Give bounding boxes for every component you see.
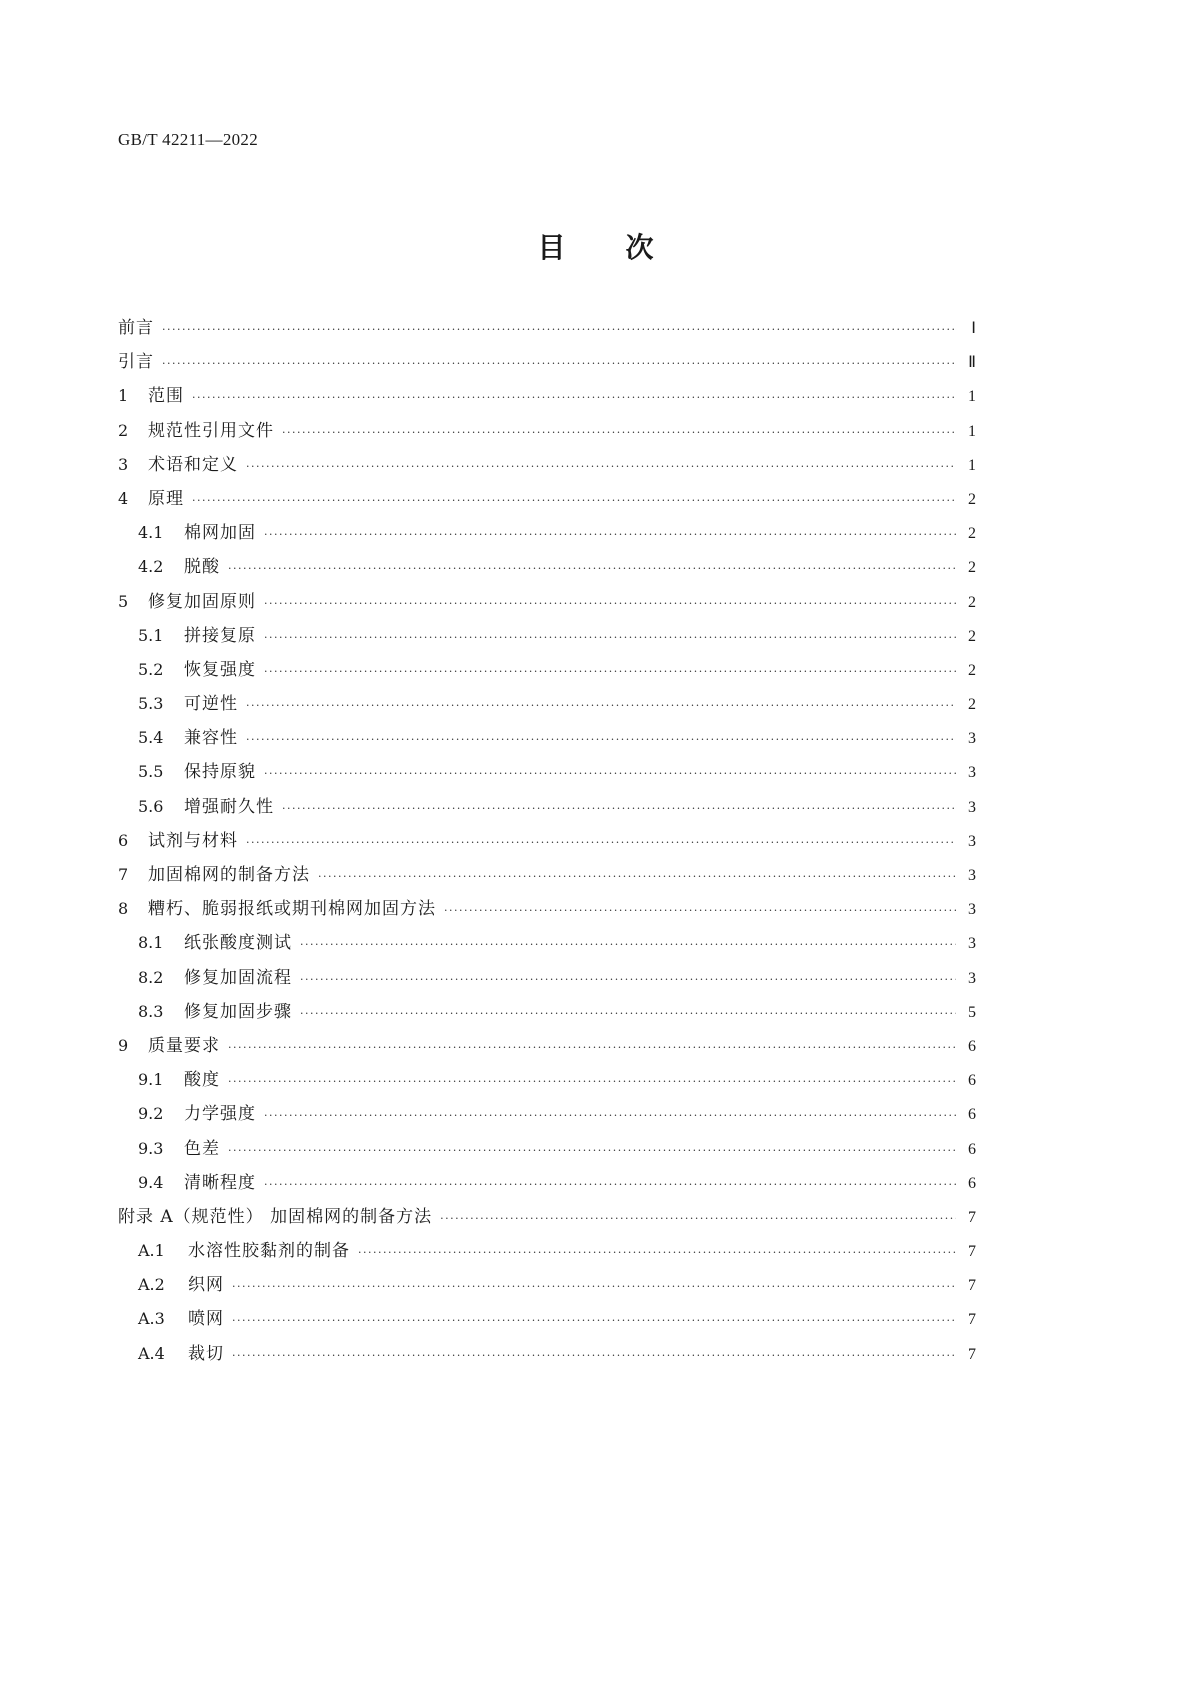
toc-entry-title: 色差 xyxy=(184,1138,220,1159)
toc-entry-title: 修复加固步骤 xyxy=(184,1001,292,1022)
toc-entry-title: 裁切 xyxy=(188,1343,224,1364)
toc-entry[interactable] xyxy=(118,484,976,518)
toc-entry-title: 范围 xyxy=(148,386,184,407)
toc-entry-page: 3 xyxy=(968,935,976,953)
dot-leader xyxy=(162,357,956,370)
toc-entry[interactable] xyxy=(118,1236,976,1270)
toc-entry-title: 术语和定义 xyxy=(148,454,238,475)
toc-entry-number: 9.3 xyxy=(138,1138,164,1158)
dot-leader xyxy=(246,836,956,849)
toc-entry[interactable] xyxy=(118,1099,976,1133)
toc-entry-page: 2 xyxy=(968,627,976,645)
toc-entry[interactable] xyxy=(118,1134,976,1168)
toc-entry[interactable] xyxy=(118,860,976,894)
toc-entry-title: 水溶性胶黏剂的制备 xyxy=(188,1241,350,1262)
toc-entry-title: 引言 xyxy=(118,352,154,373)
toc-entry[interactable] xyxy=(118,928,976,962)
dot-leader xyxy=(264,767,956,780)
toc-entry-page: 5 xyxy=(968,1003,976,1021)
toc-entry-page: Ⅰ xyxy=(971,320,976,337)
toc-entry-number: 9.4 xyxy=(138,1172,164,1192)
dot-leader xyxy=(300,938,956,951)
toc-entry-number: 9.2 xyxy=(138,1104,164,1124)
toc-entry-title: 原理 xyxy=(148,488,184,509)
toc-entry-title: 纸张酸度测试 xyxy=(184,933,292,954)
toc-entry[interactable] xyxy=(118,655,976,689)
toc-entry-number: 5.3 xyxy=(138,694,164,714)
toc-entry[interactable] xyxy=(118,1304,976,1338)
toc-entry-page: 7 xyxy=(968,1243,976,1261)
toc-entry[interactable] xyxy=(118,450,976,484)
toc-entry-page: 3 xyxy=(968,764,976,782)
toc-entry[interactable] xyxy=(118,381,976,415)
toc-entry-number: 5 xyxy=(118,591,129,611)
toc-entry-page: 2 xyxy=(968,593,976,611)
dot-leader xyxy=(228,1144,956,1157)
dot-leader xyxy=(246,699,956,712)
toc-entry-title: 喷网 xyxy=(188,1309,224,1330)
table-of-contents xyxy=(118,313,976,1373)
dot-leader xyxy=(300,1007,956,1020)
toc-entry-number: 3 xyxy=(118,454,129,474)
toc-entry-number: 9 xyxy=(118,1035,129,1055)
toc-entry[interactable] xyxy=(118,347,976,381)
toc-entry-number: 2 xyxy=(118,420,129,440)
dot-leader xyxy=(232,1349,956,1362)
toc-entry-number: A.2 xyxy=(138,1275,165,1295)
toc-entry-number: A.3 xyxy=(138,1309,165,1329)
toc-entry[interactable] xyxy=(118,757,976,791)
toc-entry[interactable] xyxy=(118,894,976,928)
dot-leader xyxy=(192,391,956,404)
toc-entry[interactable] xyxy=(118,1065,976,1099)
dot-leader xyxy=(228,1041,956,1054)
toc-entry-number: 4.2 xyxy=(138,557,164,577)
toc-entry-title: 质量要求 xyxy=(148,1035,220,1056)
toc-entry[interactable] xyxy=(118,997,976,1031)
toc-entry-page: 2 xyxy=(968,661,976,679)
dot-leader xyxy=(232,1314,956,1327)
toc-entry-page: 6 xyxy=(968,1174,976,1192)
dot-leader xyxy=(162,323,956,336)
dot-leader xyxy=(282,802,956,815)
toc-entry-number: 4 xyxy=(118,488,129,508)
toc-entry[interactable] xyxy=(118,313,976,347)
toc-entry-page: 3 xyxy=(968,832,976,850)
toc-entry-page: 7 xyxy=(968,1311,976,1329)
toc-entry-number: 8.3 xyxy=(138,1001,164,1021)
dot-leader xyxy=(228,562,956,575)
toc-entry-title: 拼接复原 xyxy=(184,625,256,646)
toc-entry[interactable] xyxy=(118,1031,976,1065)
dot-leader xyxy=(246,733,956,746)
toc-entry-number: 8 xyxy=(118,899,129,919)
toc-entry-title: 力学强度 xyxy=(184,1104,256,1125)
toc-entry-number: 4.1 xyxy=(138,523,164,543)
toc-entry-page: 6 xyxy=(968,1037,976,1055)
toc-entry-title: 修复加固原则 xyxy=(148,591,256,612)
standard-number: GB/T 42211—2022 xyxy=(118,130,259,149)
toc-entry-title: 清晰程度 xyxy=(184,1172,256,1193)
toc-entry[interactable] xyxy=(118,518,976,552)
toc-entry-page: 1 xyxy=(968,422,976,440)
toc-entry-title: 修复加固流程 xyxy=(184,967,292,988)
toc-entry-number: A.4 xyxy=(138,1343,165,1363)
toc-entry-page: 3 xyxy=(968,798,976,816)
toc-entry-number: 8.2 xyxy=(138,967,164,987)
toc-entry-page: 7 xyxy=(968,1345,976,1363)
toc-entry-number: 1 xyxy=(118,386,129,406)
toc-entry-title: 增强耐久性 xyxy=(184,796,274,817)
toc-entry[interactable] xyxy=(118,963,976,997)
toc-entry-title: 恢复强度 xyxy=(184,659,256,680)
dot-leader xyxy=(440,1212,956,1225)
toc-entry-number: 5.5 xyxy=(138,762,164,782)
toc-entry-page: 3 xyxy=(968,867,976,884)
toc-entry-page: Ⅱ xyxy=(968,354,976,372)
toc-entry-number: 8.1 xyxy=(138,933,164,953)
toc-entry[interactable] xyxy=(118,1270,976,1304)
toc-entry-number: 6 xyxy=(118,830,129,850)
toc-entry[interactable] xyxy=(118,621,976,655)
toc-entry-number: 5.4 xyxy=(138,728,164,748)
toc-entry-title: 兼容性 xyxy=(184,728,238,749)
toc-entry-number: 5.6 xyxy=(138,796,164,816)
toc-entry-page: 3 xyxy=(968,901,976,919)
toc-entry-title: 附录 A（规范性） 加固棉网的制备方法 xyxy=(118,1206,433,1227)
toc-entry[interactable] xyxy=(118,416,976,450)
toc-entry[interactable] xyxy=(118,552,976,586)
toc-entry-page: 2 xyxy=(968,490,976,508)
dot-leader xyxy=(444,904,956,917)
dot-leader xyxy=(264,631,956,644)
toc-entry-page: 3 xyxy=(968,730,976,748)
dot-leader xyxy=(300,973,956,986)
toc-entry-title: 试剂与材料 xyxy=(148,830,238,851)
toc-entry-title: 酸度 xyxy=(184,1070,220,1091)
dot-leader xyxy=(264,665,956,678)
dot-leader xyxy=(282,426,956,439)
toc-entry-number: 9.1 xyxy=(138,1070,164,1090)
toc-entry-title: 前言 xyxy=(118,318,154,338)
dot-leader xyxy=(232,1280,956,1293)
toc-entry-title: 加固棉网的制备方法 xyxy=(148,865,310,885)
dot-leader xyxy=(264,1109,956,1122)
toc-entry[interactable] xyxy=(118,826,976,860)
toc-entry-title: 规范性引用文件 xyxy=(148,420,274,441)
dot-leader xyxy=(358,1246,956,1259)
toc-entry-page: 1 xyxy=(968,456,976,474)
toc-entry-page: 2 xyxy=(968,559,976,577)
toc-entry-title: 保持原貌 xyxy=(184,762,256,783)
page-title: 目次 xyxy=(537,231,714,264)
toc-entry-page: 1 xyxy=(968,388,976,406)
toc-entry-page: 6 xyxy=(968,1072,976,1090)
toc-entry-page: 2 xyxy=(968,525,976,543)
toc-entry-title: 棉网加固 xyxy=(184,523,256,544)
toc-entry-page: 6 xyxy=(968,1106,976,1124)
toc-entry[interactable] xyxy=(118,689,976,723)
dot-leader xyxy=(264,528,956,541)
toc-entry-title: 可逆性 xyxy=(184,694,238,715)
toc-entry-page: 7 xyxy=(968,1208,976,1226)
dot-leader xyxy=(264,1178,956,1191)
toc-entry[interactable] xyxy=(118,1339,976,1373)
toc-entry-number: 5.1 xyxy=(138,625,164,645)
toc-entry-page: 7 xyxy=(968,1277,976,1295)
toc-entry-page: 2 xyxy=(968,696,976,714)
toc-entry-number: A.1 xyxy=(138,1241,165,1261)
toc-entry[interactable] xyxy=(118,792,976,826)
dot-leader xyxy=(318,870,956,883)
toc-entry[interactable] xyxy=(118,1168,976,1202)
toc-entry-title: 脱酸 xyxy=(184,557,220,578)
toc-entry[interactable] xyxy=(118,1202,976,1236)
toc-entry-title: 糟朽、脆弱报纸或期刊棉网加固方法 xyxy=(148,899,436,920)
toc-entry[interactable] xyxy=(118,587,976,621)
toc-entry-page: 3 xyxy=(968,969,976,987)
dot-leader xyxy=(228,1075,956,1088)
toc-entry[interactable] xyxy=(118,723,976,757)
toc-entry-page: 6 xyxy=(968,1140,976,1158)
toc-entry-title: 织网 xyxy=(188,1275,224,1296)
dot-leader xyxy=(192,494,956,507)
dot-leader xyxy=(264,597,956,610)
toc-entry-number: 7 xyxy=(118,865,129,884)
toc-entry-number: 5.2 xyxy=(138,659,164,679)
dot-leader xyxy=(246,460,956,473)
